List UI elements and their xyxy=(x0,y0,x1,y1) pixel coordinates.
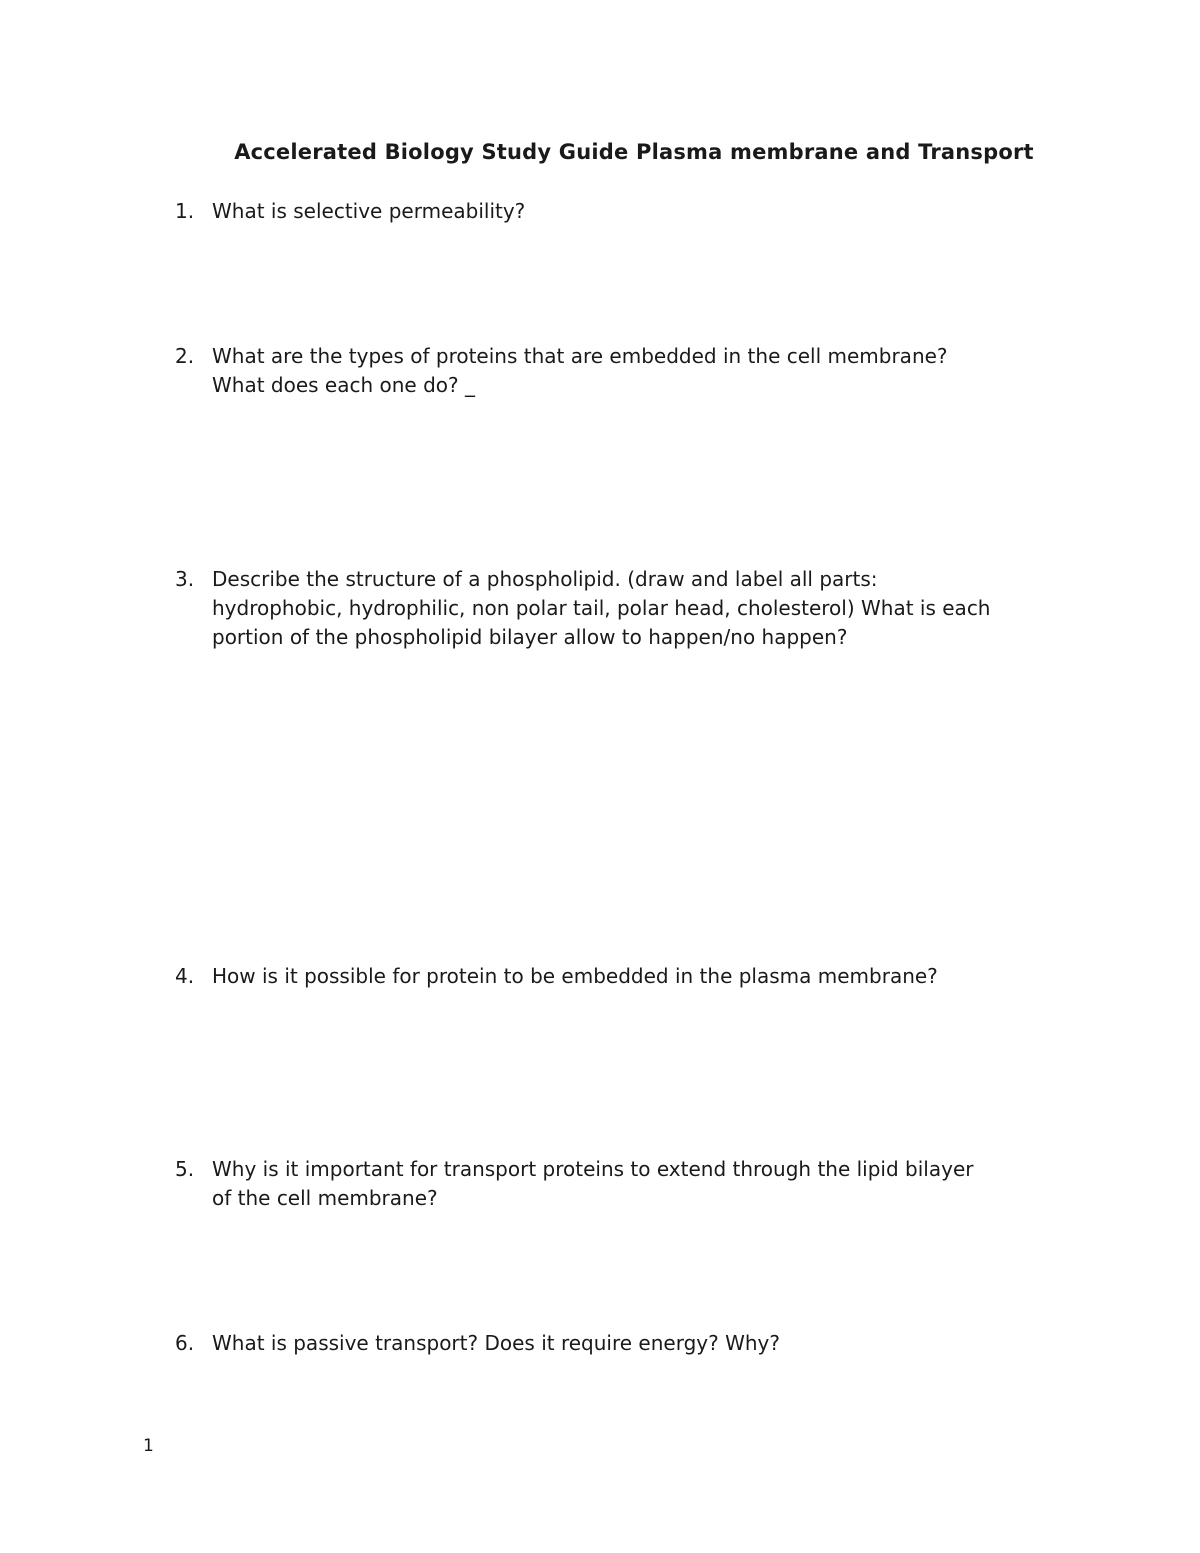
question-3 xyxy=(175,565,1075,652)
page-number: 1 xyxy=(143,1436,154,1456)
question-number: 5. xyxy=(175,1157,195,1181)
question-text xyxy=(212,197,1067,226)
question-line: of the cell membrane? xyxy=(212,1186,438,1210)
question-6 xyxy=(175,1329,1075,1358)
question-line: hydrophobic, hydrophilic, non polar tail, polar head, cholesterol) What is each xyxy=(212,596,991,620)
question-line: Why is it important for transport proteins to extend through the lipid bilayer xyxy=(212,1157,974,1181)
document-title: Accelerated Biology Study Guide Plasma membrane and Transport xyxy=(234,140,1034,164)
question-number: 6. xyxy=(175,1331,195,1355)
question-line: What are the types of proteins that are embedded in the cell membrane? xyxy=(212,344,948,368)
question-text xyxy=(212,1329,1067,1358)
question-number: 3. xyxy=(175,567,195,591)
question-number: 4. xyxy=(175,964,195,988)
question-number: 1. xyxy=(175,199,195,223)
question-text xyxy=(212,962,1067,991)
question-4 xyxy=(175,962,1075,991)
question-text xyxy=(212,1155,1067,1213)
question-line: What does each one do? _ xyxy=(212,373,475,397)
question-1 xyxy=(175,197,1075,226)
question-5 xyxy=(175,1155,1075,1213)
question-text xyxy=(212,342,1067,400)
question-number: 2. xyxy=(175,344,195,368)
question-text xyxy=(212,565,1067,652)
question-line: portion of the phospholipid bilayer allow to happen/no happen? xyxy=(212,625,848,649)
question-line: What is selective permeability? xyxy=(212,199,526,223)
question-line: What is passive transport? Does it require energy? Why? xyxy=(212,1331,780,1355)
question-line: Describe the structure of a phospholipid. (draw and label all parts: xyxy=(212,567,878,591)
question-2 xyxy=(175,342,1075,400)
question-line: How is it possible for protein to be embedded in the plasma membrane? xyxy=(212,964,938,988)
